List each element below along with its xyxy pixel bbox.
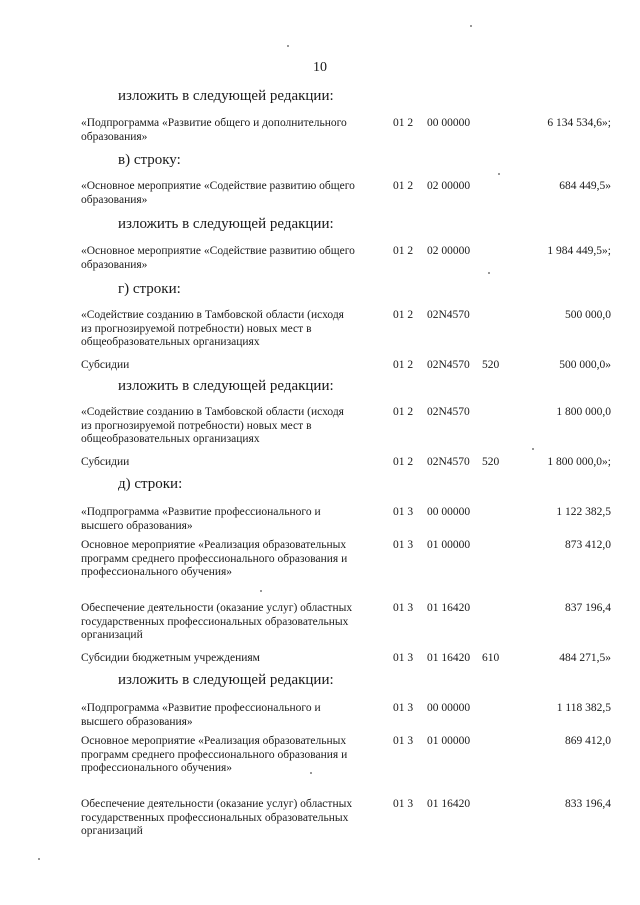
scan-speck xyxy=(532,448,534,450)
row-amount: 1 118 382,5 xyxy=(556,702,611,714)
row-target-code: 02N4570 xyxy=(427,406,470,418)
row-section-code: 01 2 xyxy=(393,309,414,321)
row-section-code: 01 3 xyxy=(393,702,414,714)
instruction-line: изложить в следующей редакции: xyxy=(118,88,334,104)
row-description: Субсидии xyxy=(81,359,130,371)
row-target-code: 02N4570 xyxy=(427,456,470,468)
row-description: «Основное мероприятие «Содействие развитию общего образования» xyxy=(81,245,355,271)
row-target-code: 01 00000 xyxy=(427,735,471,747)
row-description: «Подпрограмма «Развитие профессионального и высшего образования» xyxy=(81,506,321,532)
instruction-line: г) строки: xyxy=(118,281,181,297)
row-amount: 1 800 000,0»; xyxy=(547,456,611,468)
row-amount: 6 134 534,6»; xyxy=(547,117,611,129)
row-description: Субсидии бюджетным учреждениям xyxy=(81,652,260,664)
row-amount: 869 412,0 xyxy=(565,735,611,747)
row-section-code: 01 2 xyxy=(393,245,414,257)
row-expense-type: 520 xyxy=(482,456,500,468)
row-amount: 500 000,0 xyxy=(565,309,611,321)
row-amount: 1 984 449,5»; xyxy=(547,245,611,257)
row-description: Обеспечение деятельности (оказание услуг) областных государственных профессиональных образовательных организаций xyxy=(81,798,353,837)
instruction-line: в) строку: xyxy=(118,152,181,168)
row-description: Субсидии xyxy=(81,456,130,468)
scan-speck xyxy=(470,25,472,27)
row-target-code: 02 00000 xyxy=(427,180,471,192)
row-section-code: 01 3 xyxy=(393,652,414,664)
row-expense-type: 610 xyxy=(482,652,500,664)
row-description: Обеспечение деятельности (оказание услуг) областных государственных профессиональных образовательных организаций xyxy=(81,602,353,641)
row-expense-type: 520 xyxy=(482,359,500,371)
row-amount: 1 122 382,5 xyxy=(556,506,611,518)
row-target-code: 02N4570 xyxy=(427,359,470,371)
row-target-code: 01 16420 xyxy=(427,652,471,664)
page-number: 10 xyxy=(313,60,327,75)
row-section-code: 01 2 xyxy=(393,406,414,418)
row-amount: 833 196,4 xyxy=(565,798,611,810)
row-section-code: 01 3 xyxy=(393,798,414,810)
row-target-code: 00 00000 xyxy=(427,117,471,129)
row-target-code: 01 16420 xyxy=(427,798,471,810)
row-amount: 873 412,0 xyxy=(565,539,611,551)
scan-speck xyxy=(310,772,312,774)
row-section-code: 01 3 xyxy=(393,602,414,614)
row-target-code: 00 00000 xyxy=(427,702,471,714)
row-section-code: 01 3 xyxy=(393,539,414,551)
row-section-code: 01 2 xyxy=(393,359,414,371)
row-section-code: 01 3 xyxy=(393,735,414,747)
instruction-line: д) строки: xyxy=(118,476,183,492)
row-description: Основное мероприятие «Реализация образовательных программ среднего профессионального образования и профессионального обучения» xyxy=(81,539,348,578)
row-amount: 500 000,0» xyxy=(559,359,611,371)
row-amount: 1 800 000,0 xyxy=(556,406,611,418)
row-target-code: 02N4570 xyxy=(427,309,470,321)
row-section-code: 01 2 xyxy=(393,456,414,468)
instruction-line: изложить в следующей редакции: xyxy=(118,672,334,688)
row-amount: 484 271,5» xyxy=(559,652,611,664)
row-description: «Содействие созданию в Тамбовской области (исходя из прогнозируемой потребности) новых мест в общеобразовательных организациях xyxy=(81,309,344,348)
scan-speck xyxy=(287,45,289,47)
row-amount: 684 449,5» xyxy=(559,180,611,192)
scan-speck xyxy=(260,590,262,592)
instruction-line: изложить в следующей редакции: xyxy=(118,216,334,232)
row-amount: 837 196,4 xyxy=(565,602,611,614)
row-section-code: 01 2 xyxy=(393,180,414,192)
row-target-code: 01 16420 xyxy=(427,602,471,614)
instruction-line: изложить в следующей редакции: xyxy=(118,378,334,394)
scan-speck xyxy=(488,272,490,274)
scan-speck xyxy=(38,858,40,860)
row-description: «Содействие созданию в Тамбовской области (исходя из прогнозируемой потребности) новых мест в общеобразовательных организациях xyxy=(81,406,344,445)
row-description: «Подпрограмма «Развитие общего и дополнительного образования» xyxy=(81,117,347,143)
scan-speck xyxy=(498,173,500,175)
row-section-code: 01 2 xyxy=(393,117,414,129)
row-target-code: 02 00000 xyxy=(427,245,471,257)
row-description: Основное мероприятие «Реализация образовательных программ среднего профессионального образования и профессионального обучения» xyxy=(81,735,348,774)
row-target-code: 00 00000 xyxy=(427,506,471,518)
row-description: «Основное мероприятие «Содействие развитию общего образования» xyxy=(81,180,355,206)
row-section-code: 01 3 xyxy=(393,506,414,518)
row-description: «Подпрограмма «Развитие профессионального и высшего образования» xyxy=(81,702,321,728)
row-target-code: 01 00000 xyxy=(427,539,471,551)
